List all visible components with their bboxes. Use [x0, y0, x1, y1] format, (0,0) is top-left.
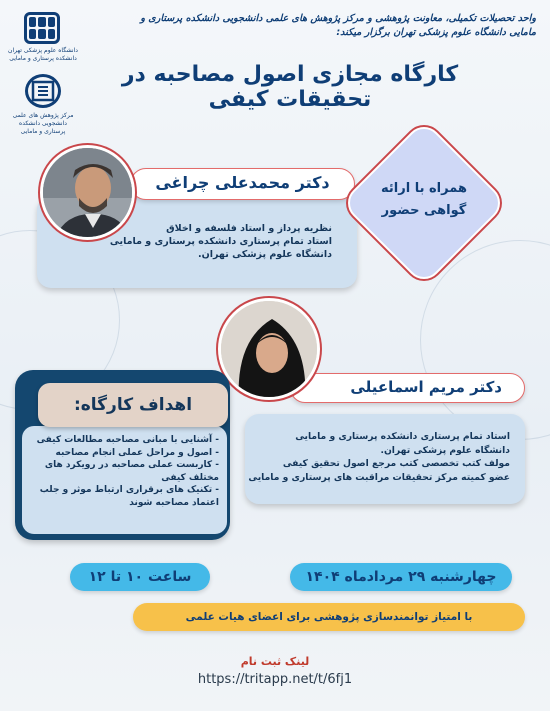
speaker2-name-bar — [290, 373, 525, 403]
university-logo — [24, 12, 60, 44]
speaker1-bio-line: استاد تمام پرستاری دانشکده پرستاری و مامایی — [109, 236, 332, 247]
goals-panel — [22, 426, 227, 534]
speaker2-bio-panel — [245, 414, 525, 504]
speaker1-bio-line: نظریه پرداز و استاد فلسفه و اخلاق — [166, 223, 332, 234]
speaker2-bio-line: عضو کمیته مرکز تحقیقات مراقبت های پرستاری و مامایی — [248, 471, 510, 483]
speaker2-bio-line: مولف کتب تخصصی کتب مرجع اصول تحقیق کیفی — [282, 458, 510, 469]
speaker2-photo — [218, 298, 320, 400]
organizer-intro: واحد تحصیلات تکمیلی، معاونت پژوهشی و مرکز پژوهش های علمی دانشجویی دانشکده پرستاری و مامایی دانشگاه علوم پزشکی تهران برگزار میکند: — [140, 13, 536, 38]
speaker2-bio — [248, 430, 510, 484]
speaker2-bio-line: استاد تمام پرستاری دانشکده پرستاری و مامایی — [295, 431, 510, 442]
speaker1-name: دکتر محمدعلی چراغی — [155, 173, 330, 192]
research-center-caption: مرکز پژوهش های علمی دانشجویی دانشکده پرستاری و مامایی — [12, 112, 74, 135]
certificate-line2: گواهی حضور — [381, 203, 467, 218]
goal-item: - کاربست عملی مصاحبه در رویکرد های مختلف کیفی — [44, 460, 219, 483]
date-pill: چهارشنبه ۲۹ مردادماه ۱۴۰۴ — [290, 563, 512, 591]
speaker1-photo — [40, 145, 135, 240]
goals-list — [29, 434, 219, 509]
time-pill: ساعت ۱۰ تا ۱۲ — [70, 563, 210, 591]
speaker1-bio — [110, 222, 332, 261]
goal-item: - آشنایی با مبانی مصاحبه مطالعات کیفی — [36, 435, 219, 445]
speaker1-bio-line: دانشگاه علوم پزشکی تهران. — [198, 249, 332, 260]
research-center-logo — [25, 74, 61, 108]
speaker1-name-bar — [130, 168, 355, 200]
goal-item: - اصول و مراحل عملی انجام مصاحبه — [55, 447, 219, 458]
workshop-title: کارگاه مجازی اصول مصاحبه در تحقیقات کیفی — [121, 62, 459, 112]
credit-note: با امتیاز توانمندسازی پژوهشی برای اعضای هیات علمی — [133, 603, 525, 631]
registration-label: لینک ثبت نام — [240, 655, 310, 668]
certificate-text — [365, 178, 483, 222]
goals-title-card — [38, 383, 228, 427]
goals-title: اهداف کارگاه: — [73, 395, 193, 415]
speaker2-name: دکتر مریم اسماعیلی — [350, 378, 502, 396]
registration-link[interactable]: https://tritapp.net/t/6fj1 — [197, 672, 353, 687]
university-logo-caption: دانشگاه علوم پزشکی تهران دانشکده پرستاری و مامایی — [8, 47, 78, 62]
goal-item: - تکنیک های برقراری ارتباط موثر و جلب اعتماد مصاحبه شوند — [39, 485, 219, 508]
speaker2-bio-line: دانشگاه علوم پزشکی تهران. — [380, 444, 510, 456]
certificate-line1: همراه با ارائه — [381, 181, 467, 196]
